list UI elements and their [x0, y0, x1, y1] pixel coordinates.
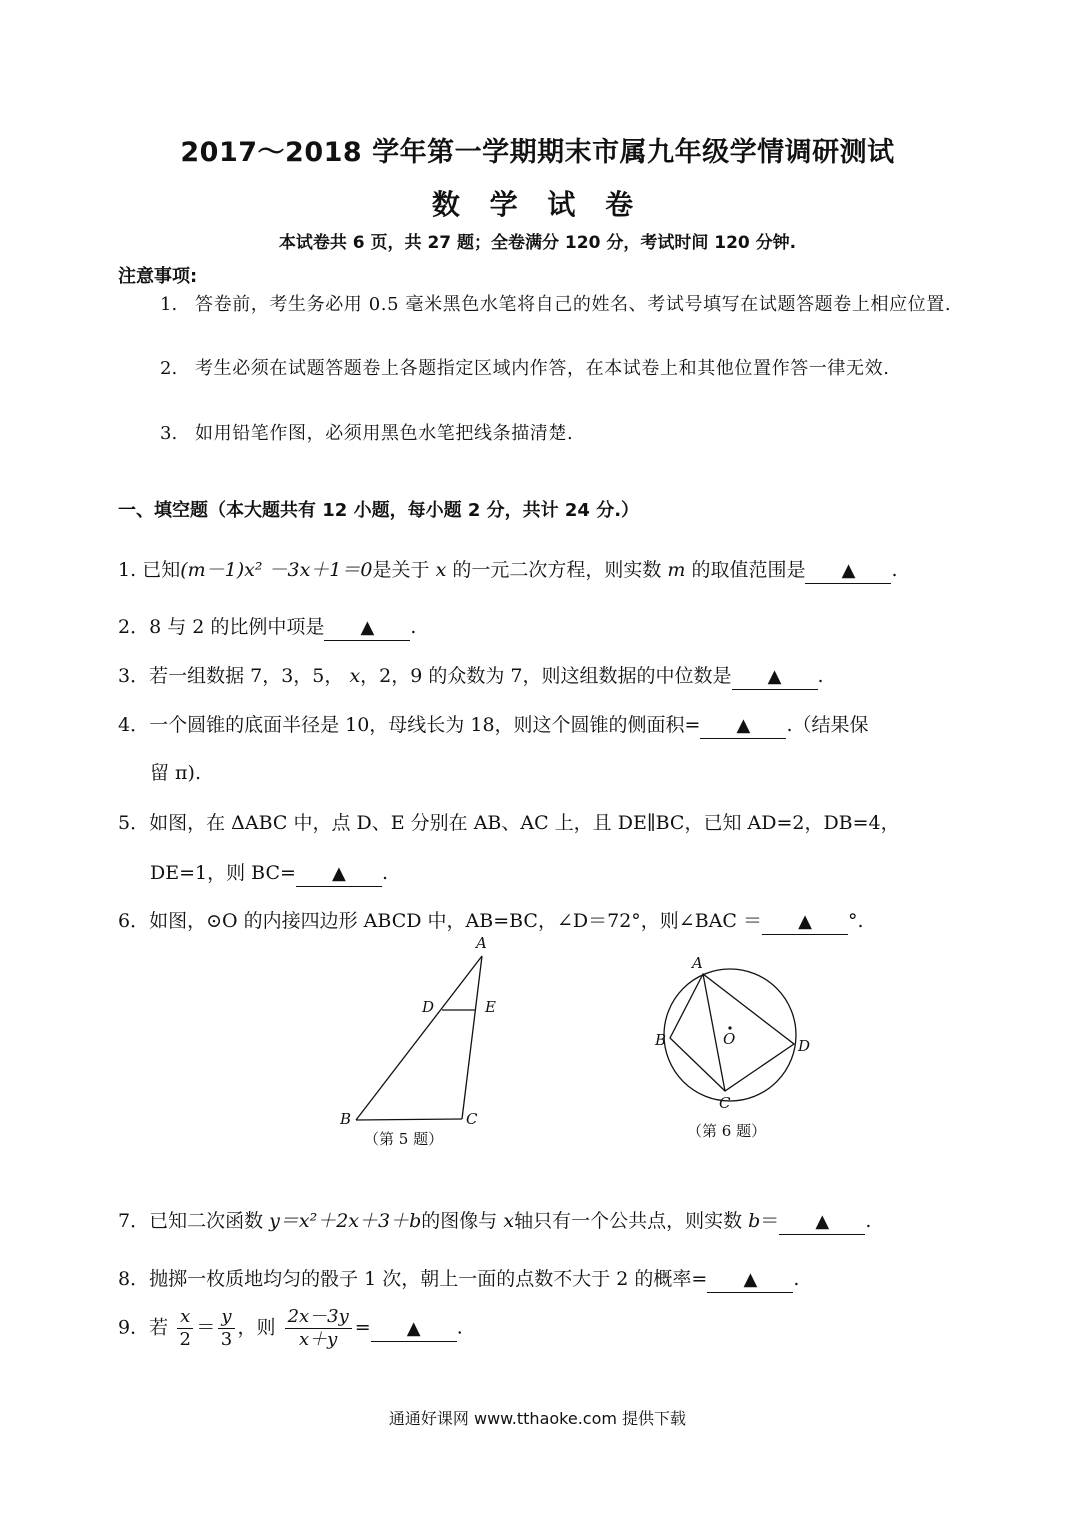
- question-number: 4．: [118, 714, 150, 736]
- question-text: =: [354, 1316, 371, 1339]
- segment-bc: [356, 1119, 462, 1120]
- question-text: DE=1，则 BC=: [150, 862, 296, 884]
- label-e: E: [485, 998, 496, 1016]
- notice-item-text: 答卷前，考生务必用 0.5 毫米黑色水笔将自己的姓名、考试号填写在试题答题卷上相应位置.: [195, 294, 952, 315]
- punctuation: °.: [847, 910, 864, 932]
- question-text: 若一组数据 7，3，5，: [149, 665, 344, 687]
- punctuation: .: [381, 862, 388, 884]
- question-text: ，则: [237, 1316, 276, 1339]
- question-number: 5．: [118, 812, 150, 834]
- question-text: 抛掷一枚质地均匀的骰子 1 次，朝上一面的点数不大于 2 的概率=: [149, 1268, 708, 1290]
- question-7: [118, 1206, 958, 1235]
- question-text: 如图，⊙O 的内接四边形 ABCD 中，AB=BC，∠D＝72°，则∠BAC ＝: [149, 910, 762, 932]
- question-6: [118, 906, 958, 935]
- question-number: 9．: [118, 1316, 150, 1339]
- question-text: 的取值范围是: [691, 559, 806, 581]
- punctuation: .: [793, 1268, 800, 1290]
- question-number: 8．: [118, 1268, 150, 1290]
- notice-item-number: 2.: [160, 358, 178, 379]
- fraction: [218, 1306, 234, 1351]
- segment-ac: [462, 956, 482, 1119]
- figure-5-caption: （第 5 题）: [364, 1130, 444, 1148]
- punctuation: .: [456, 1316, 463, 1339]
- exam-title: 2017～2018 学年第一学期期末市属九年级学情调研测试: [180, 137, 895, 168]
- punctuation: .: [865, 1210, 872, 1232]
- figure-6-circle: [640, 950, 820, 1120]
- question-4-continued: [150, 758, 990, 785]
- answer-blank: ▲: [805, 559, 891, 584]
- label-o: O: [723, 1030, 736, 1048]
- math-operator: ＝: [196, 1316, 216, 1339]
- punctuation: .: [410, 616, 417, 638]
- numerator: 2x－3y: [285, 1306, 352, 1329]
- question-number: 3．: [118, 665, 150, 687]
- question-text: 已知二次函数: [149, 1210, 264, 1232]
- math-variable: m: [667, 559, 686, 581]
- question-8: [118, 1264, 958, 1293]
- numerator: y: [218, 1306, 234, 1329]
- question-5-continued: [150, 858, 990, 887]
- denominator: 2: [179, 1329, 191, 1350]
- question-text: 轴只有一个公共点，则实数: [514, 1210, 743, 1232]
- question-text: 的一元二次方程，则实数: [452, 559, 662, 581]
- page-footer: 通通好课网 www.tthaoke.com 提供下载: [388, 1409, 687, 1428]
- answer-blank: ▲: [707, 1268, 793, 1293]
- section-heading: 一、填空题（本大题共有 12 小题，每小题 2 分，共计 24 分.）: [118, 500, 640, 521]
- question-text: 一个圆锥的底面半径是 10，母线长为 18，则这个圆锥的侧面积=: [149, 714, 701, 736]
- math-expression: y＝x²＋2x＋3＋b: [269, 1210, 422, 1232]
- denominator: x＋y: [299, 1329, 338, 1350]
- notice-item-text: 如用铅笔作图，必须用黑色水笔把线条描清楚.: [195, 423, 574, 444]
- question-text: ，2，9 的众数为 7，则这组数据的中位数是: [360, 665, 732, 687]
- punctuation: .: [891, 559, 898, 581]
- answer-blank: ▲: [779, 1210, 865, 1235]
- figure-5-triangle: [330, 930, 530, 1130]
- exam-info: 本试卷共 6 页，共 27 题；全卷满分 120 分，考试时间 120 分钟.: [278, 233, 797, 253]
- notice-heading: 注意事项:: [118, 266, 198, 287]
- question-number: 2．: [118, 616, 150, 638]
- denominator: 3: [220, 1329, 233, 1350]
- notice-item-text: 考生必须在试题答题卷上各题指定区域内作答，在本试卷上和其他位置作答一律无效.: [195, 358, 890, 379]
- label-b: B: [340, 1110, 352, 1128]
- question-text: 8 与 2 的比例中项是: [149, 616, 325, 638]
- exam-subtitle: 数 学 试 卷: [431, 188, 644, 221]
- question-text: 留 π).: [150, 762, 201, 784]
- label-b: B: [655, 1031, 667, 1049]
- fraction: [177, 1306, 193, 1351]
- question-4: [118, 710, 958, 739]
- math-expression: (m－1)x² －3x＋1＝0: [180, 559, 373, 581]
- label-c: C: [466, 1110, 478, 1128]
- answer-blank: ▲: [296, 862, 382, 887]
- question-text: 如图，在 ΔABC 中，点 D、E 分别在 AB、AC 上，且 DE∥BC，已知 AD=2，DB=4，: [149, 812, 900, 834]
- math-variable: x: [503, 1210, 515, 1232]
- question-text: ＝: [760, 1210, 780, 1232]
- punctuation: .: [817, 665, 824, 687]
- question-text: 是关于: [372, 559, 430, 581]
- question-3: [118, 661, 958, 690]
- label-c: C: [719, 1094, 731, 1112]
- question-number: 1.: [118, 559, 137, 581]
- figure-6-caption: （第 6 题）: [687, 1122, 767, 1140]
- label-d: D: [422, 998, 435, 1016]
- notice-item-number: 3.: [160, 423, 178, 444]
- answer-blank: ▲: [324, 616, 410, 641]
- fraction: [285, 1306, 352, 1351]
- label-d: D: [798, 1037, 811, 1055]
- notice-item-number: 1.: [160, 294, 178, 315]
- answer-blank: ▲: [732, 665, 818, 690]
- question-number: 7．: [118, 1210, 150, 1232]
- question-text: 若: [149, 1316, 169, 1339]
- question-text: .（结果保: [786, 714, 869, 736]
- question-5: [118, 808, 958, 835]
- segment-ab: [356, 956, 482, 1120]
- question-number: 6．: [118, 910, 150, 932]
- answer-blank: ▲: [762, 910, 848, 935]
- label-a: A: [692, 954, 703, 972]
- label-a: A: [476, 934, 487, 952]
- answer-blank: ▲: [700, 714, 786, 739]
- question-1: [118, 555, 958, 584]
- question-9: [118, 1306, 958, 1351]
- question-2: [118, 612, 958, 641]
- math-variable: x: [349, 665, 361, 687]
- question-text: 已知: [142, 559, 181, 581]
- numerator: x: [177, 1306, 193, 1329]
- question-text: 的图像与: [421, 1210, 498, 1232]
- math-variable: b: [748, 1210, 761, 1232]
- math-variable: x: [435, 559, 447, 581]
- answer-blank: ▲: [371, 1317, 457, 1342]
